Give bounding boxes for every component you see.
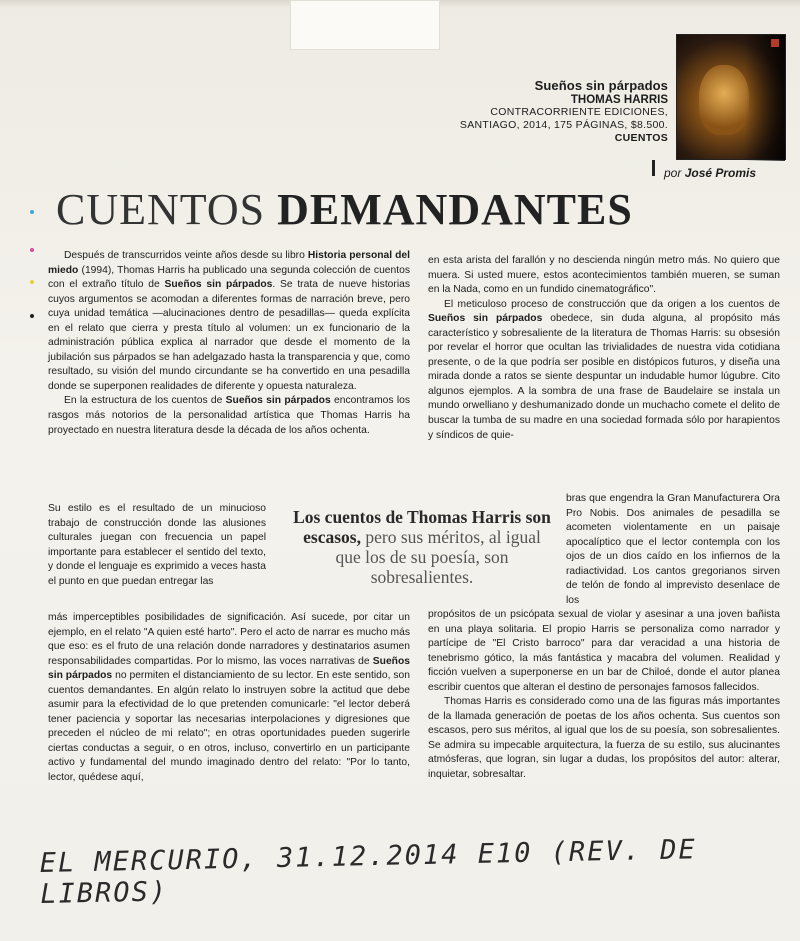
- text-run: El meticuloso proceso de construcción que da origen a los cuentos de: [444, 298, 780, 310]
- left-column-bottom: [48, 611, 410, 786]
- text-run: no permiten el distanciamiento de su lector. En este sentido, son cuentos demandantes. En algún relato lo instruyen sobre la actitud que debe asumir para la efectividad de lo que pretenden comunicarle: "el lector deberá tener paciencia y soportar las necesarias interpolaciones y digresiones que preceden el núcleo de mi relato"; en otras oportunidades pueden sugerirle ciertas conductas a seguir, o en otros, incluso, convertirlo en un participante activo y fundamental del mundo imaginado dentro del relato: "Por lo tanto, lector, quédese aquí,: [48, 670, 410, 784]
- text-run: Después de transcurridos veinte años desde su libro: [64, 250, 308, 261]
- cover-portrait: [699, 65, 749, 135]
- paragraph-3a: Su estilo es el resultado de un minucioso trabajo de construcción donde las alusiones culturales juegan con frecuencia un papel importante para establecer el sentido del texto, y donde el lenguaje es exprimido a veces hasta el punto en que puedan entregar las: [48, 503, 266, 587]
- book-reference: Sueños sin párpados: [428, 313, 543, 325]
- book-author: THOMAS HARRIS: [570, 94, 668, 106]
- paragraph-r2: [428, 298, 780, 443]
- text-run: encontramos los rasgos más notorios de la personalidad artística que Thomas Harris ha proyectado en nuestra literatura desde la década de los años ochenta.: [48, 395, 410, 436]
- byline: [664, 166, 756, 180]
- text-run: obedece, sin duda alguna, al propósito más característico y sobresaliente de la literatura de Thomas Harris: su obsesión por revelar el horror que ocultan las trivialidades de nuestra vida cotidiana presente, o de la que podría ser posible en distópicos futuros, y diseña una mirada donde a ratos se siente despuntar un indudable humor lúgubre. Cito algunos ejemplos. A la sombra de una frase de Baudelaire se instala un mundo orwelliano y deshumanizado donde un muchacho comete el delito de buscar la tumba de su madre en una sociedad formada sólo por harapientos y síndicos de quie-: [428, 313, 780, 441]
- text-run: . Se trata de nueve historias cuyos argumentos se acomodan a diferentes formas de narración breve, pero cuya unidad temática —alucinaciones dentro de pesadillas— queda explícita en el relato que cierra y presta título al volumen: un ex funcionario de la administración pública explica al narrador que desde el momento de la jubilación sus párpados se han adelgazado hasta la transparencia y que, como resultado, su visión del mundo circundante se ha convertido en una pesadilla donde se superponen realidades de diferente y opuesta naturaleza.: [48, 279, 411, 392]
- right-column-bottom: [428, 608, 780, 783]
- book-info-box: [440, 78, 668, 145]
- text-run: (1994), Thomas Harris ha publicado una segunda colección de cuentos con el extraño título de: [48, 264, 410, 291]
- book-cover-image: [676, 34, 786, 160]
- book-publisher: CONTRACORRIENTE EDICIONES,: [490, 106, 668, 118]
- registration-dot-black: [30, 314, 34, 318]
- paragraph-r1: en esta arista del farallón y no descienda ningún metro más. No quiero que muera. Si usted muere, estos acontecimientos también mueren, se suman en la Nada, como en un fundido cinematográfico".: [428, 255, 780, 296]
- paragraph-2: [48, 394, 410, 438]
- left-column-top: [48, 249, 410, 438]
- right-column-top: [428, 254, 780, 443]
- byline-prefix: por: [664, 166, 682, 180]
- pull-quote-bold: Los cuentos de Thomas Harris son escasos,: [293, 507, 551, 547]
- cover-shade: [745, 35, 785, 161]
- handwritten-source-note: EL MERCURIO, 31.12.2014 E10 (REV. DE LIBROS): [39, 834, 698, 910]
- right-column-wrap: [566, 492, 780, 608]
- book-reference: Sueños sin párpados: [48, 655, 410, 682]
- book-reference: Historia personal del miedo: [48, 250, 411, 276]
- book-title: Sueños sin párpados: [534, 78, 668, 93]
- text-run: más imperceptibles posibilidades de significación. Así sucede, por citar un ejemplo, en el relato "A quien esté harto". Pero el acto de narrar es mucho más que eso: es el fruto de una relación donde narradores y destinatarios asumen responsabilidades compartidas. Por lo mismo, las voces narrativas de: [48, 612, 410, 667]
- registration-dot-magenta: [30, 248, 34, 252]
- book-details: SANTIAGO, 2014, 175 PÁGINAS, $8.500.: [459, 119, 668, 131]
- book-reference: Sueños sin párpados: [164, 279, 273, 291]
- pull-quote-normal: pero sus méritos, al igual que los de su poesía, son sobresalientes.: [335, 527, 541, 587]
- registration-dot-yellow: [30, 280, 34, 284]
- book-category: CUENTOS: [614, 132, 668, 144]
- tape-strip: [290, 0, 440, 50]
- text-run: En la estructura de los cuentos de: [64, 395, 226, 407]
- headline-light: CUENTOS: [56, 185, 266, 234]
- byline-author: José Promis: [684, 166, 757, 180]
- paragraph-3b: [48, 611, 410, 786]
- paragraph-r2c: propósitos de un psicópata sexual de violar y asesinar a una joven bañista en una playa solitaria. El propio Harris se personaliza como narrador y partícipe de "El Cristo barroco" para dar veracidad a una historia de tenebrismo gótico, la más fantástica y macabra del volumen. Realidad y ficción vuelven a superponerse en un bar de Chiloé, donde el autor planea escribir cuentos que alteran el destino de personajes famosos fallecidos.: [428, 609, 780, 693]
- paragraph-r3: Thomas Harris es considerado como una de las figuras más importantes de la llamada generación de poetas de los años ochenta. Sus cuentos son escasos, pero sus méritos, al igual que los de su poesía, son sobresalientes. Se admira su impecable arquitectura, la fuerza de su estilo, sus alucinantes atmósferas, que logran, sin lugar a dudas, los propósitos del autor: alterar, inquietar, sobresaltar.: [428, 696, 780, 781]
- paragraph-1: [48, 249, 410, 394]
- cover-mark: [771, 39, 779, 47]
- byline-rule: [652, 160, 655, 176]
- left-column-wrap: [48, 502, 266, 589]
- headline-bold: DEMANDANTES: [277, 185, 633, 234]
- article-headline: [56, 186, 676, 234]
- paragraph-r2b: bras que engendra la Gran Manufacturera Ora Pro Nobis. Dos animales de pesadilla se acometen violentamente en un paisaje apocalíptico que el lector contempla con los ojos de un dios caído en los infiernos de la radiactividad. Los cantos gregorianos sirven de telón de fondo al imprevisto desenlace de los: [566, 493, 780, 606]
- registration-dot-cyan: [30, 210, 34, 214]
- pull-quote: [292, 507, 552, 587]
- book-reference: Sueños sin párpados: [225, 395, 331, 407]
